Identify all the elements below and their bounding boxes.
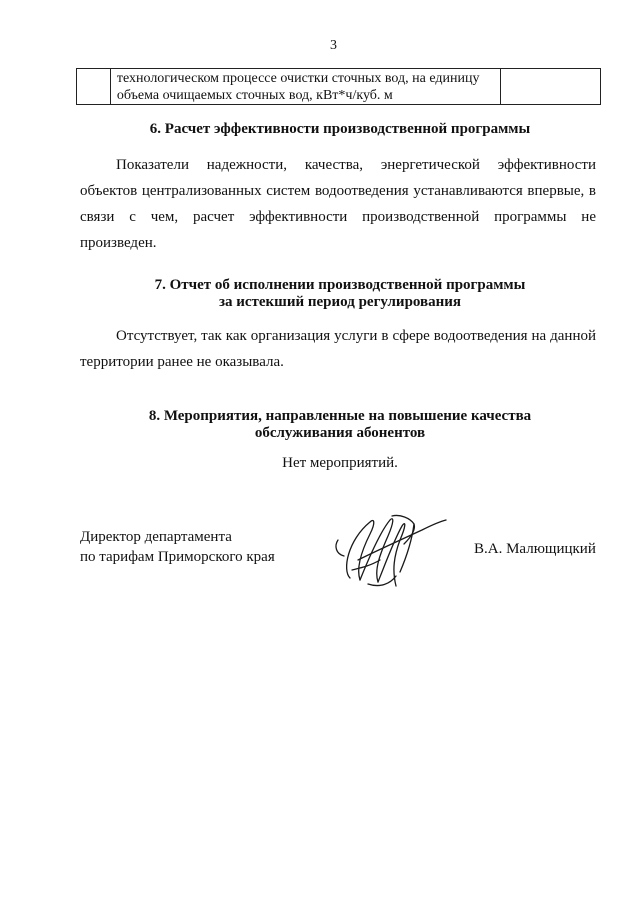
section-7-title xyxy=(80,277,600,311)
section-6-title: 6. Расчет эффективности производственной программы xyxy=(149,121,531,137)
signatory-name: В.А. Малющицкий xyxy=(474,541,596,557)
signatory-position-line-2: по тарифам Приморского края xyxy=(80,549,275,565)
table-row xyxy=(77,69,601,105)
section-8-title xyxy=(80,408,600,442)
signatory-position-line-1: Директор департамента xyxy=(80,529,232,545)
table-cell-line-2: объема очищаемых сточных вод, кВт*ч/куб. м xyxy=(116,88,393,103)
continuation-table xyxy=(76,68,601,105)
table-cell-number xyxy=(77,69,111,105)
section-8-title-line-1: 8. Мероприятия, направленные на повышение качества xyxy=(148,408,532,424)
section-7-title-line-2: за истекший период регулирования xyxy=(218,294,462,310)
section-7-title-line-1: 7. Отчет об исполнении производственной программы xyxy=(154,277,526,293)
section-7-text: Отсутствует, так как организация услуги в сфере водоотведения на данной территории ранее не оказывала. xyxy=(80,328,596,370)
page-number: 3 xyxy=(330,38,337,53)
table-cell-value xyxy=(501,69,601,105)
section-8-title-line-2: обслуживания абонентов xyxy=(254,425,426,441)
table-cell-line-1: технологическом процессе очистки сточных вод, на единицу xyxy=(116,71,480,86)
section-8-text: Нет мероприятий. xyxy=(282,455,398,471)
signatory-position xyxy=(80,527,275,567)
handwritten-signature xyxy=(330,510,455,590)
table-cell-indicator xyxy=(110,69,501,105)
section-6-text: Показатели надежности, качества, энергетической эффективности объектов централизованных систем водоотведения устанавливаются впервые, в связи с чем, расчет эффективности производственной программы не произведен. xyxy=(80,157,596,251)
